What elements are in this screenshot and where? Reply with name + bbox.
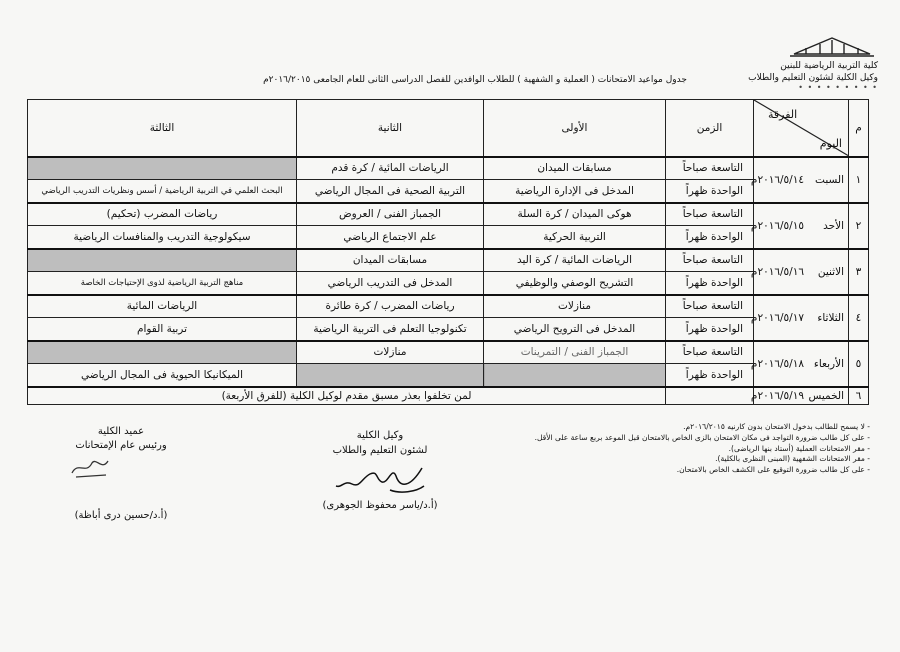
subject-first: التشريح الوصفي والوظيفي <box>484 272 666 295</box>
dean-subtitle: ورئيس عام الإمتحانات <box>75 440 167 451</box>
time-cell: التاسعة صباحاً <box>666 341 754 364</box>
subject-second: الرياضات المائية / كرة قدم <box>297 157 484 180</box>
day-number: ٢ <box>849 203 869 249</box>
subject-second: مسابقات الميدان <box>297 249 484 272</box>
subject-third <box>28 157 297 180</box>
header-first: الأولى <box>484 100 666 157</box>
subject-second <box>297 364 484 387</box>
subject-first: الجمباز الفنى / التمرينات <box>484 341 666 364</box>
time-cell: الواحدة ظهراً <box>666 226 754 249</box>
day-name: السبت <box>815 173 844 186</box>
day-cell <box>750 341 849 387</box>
day-date: ٢٠١٦/٥/١٦م <box>750 265 804 278</box>
day-number: ٥ <box>849 341 869 387</box>
time-cell: الواحدة ظهراً <box>666 364 754 387</box>
subject-second: رياضات المضرب / كرة طائرة <box>297 295 484 318</box>
table-body <box>28 157 869 405</box>
time-cell: الواحدة ظهراً <box>666 318 754 341</box>
day-number: ٤ <box>849 295 869 341</box>
time-cell: التاسعة صباحاً <box>666 203 754 226</box>
header-day: اليوم <box>819 136 842 150</box>
subject-second: الجمباز الفنى / العروض <box>297 203 484 226</box>
table-row <box>28 272 869 295</box>
subject-third: رياضات المضرب (تحكيم) <box>28 203 297 226</box>
subject-second: التربية الصحية فى المجال الرياضي <box>297 180 484 203</box>
note-item: - مقر الامتحانات الشفهية (المبنى النظرى بالكلية). <box>715 454 870 464</box>
subject-first <box>484 364 666 387</box>
time-cell: الواحدة ظهراً <box>666 180 754 203</box>
table-header-row <box>28 100 869 157</box>
note-item: - مقر الامتحانات العملية (أستاد بنها الرياضى). <box>728 443 870 453</box>
header-second: الثانية <box>297 100 484 157</box>
subject-third: سيكولوجية التدريب والمنافسات الرياضية <box>28 226 297 249</box>
header-time: الزمن <box>666 100 754 157</box>
header-num: م <box>849 100 869 157</box>
vice-dean-signature-block <box>300 428 460 513</box>
day-number: ١ <box>849 157 869 203</box>
day-date: ٢٠١٦/٥/١٤م <box>750 173 804 186</box>
day-cell <box>750 295 849 341</box>
day-name: الأربعاء <box>813 357 844 370</box>
time-cell: الواحدة ظهراً <box>666 272 754 295</box>
college-name: كلية التربية الرياضية للبنين <box>780 61 878 71</box>
subject-third: الرياضات المائية <box>28 295 297 318</box>
subject-first: التربية الحركية <box>484 226 666 249</box>
subject-first: الرياضات المائية / كرة اليد <box>484 249 666 272</box>
table-row <box>28 226 869 249</box>
vice-dean-subtitle: لشئون التعليم والطلاب <box>332 445 428 456</box>
header-dots: • • • • • • • • • <box>798 83 878 92</box>
makeup-note: لمن تخلفوا بعذر مسبق مقدم لوكيل الكلية (للفرق الأربعة) <box>28 387 666 405</box>
stamp-scribble-icon <box>68 453 112 481</box>
time-cell: التاسعة صباحاً <box>666 295 754 318</box>
subject-third: مناهج التربية الرياضية لذوى الإحتياجات الخاصة <box>28 272 297 295</box>
header-group-day <box>754 100 849 157</box>
header-group: الفرقة <box>768 108 798 121</box>
day-date: ٢٠١٦/٥/١٨م <box>750 357 804 370</box>
college-logo-icon <box>786 34 878 58</box>
dean-title: عميد الكلية <box>97 426 145 437</box>
subject-first: هوكى الميدان / كرة السلة <box>484 203 666 226</box>
subject-first: مسابقات الميدان <box>484 157 666 180</box>
subject-second: منازلات <box>297 341 484 364</box>
day-number: ٣ <box>849 249 869 295</box>
table-row <box>28 387 869 405</box>
day-number: ٦ <box>849 387 869 405</box>
day-name: الخميس <box>808 389 844 402</box>
subject-third <box>28 249 297 272</box>
table-row <box>28 341 869 364</box>
day-cell <box>750 157 849 203</box>
day-cell <box>750 387 849 405</box>
table-row <box>28 203 869 226</box>
vice-dean-title: وكيل الكلية <box>356 430 404 441</box>
table-row <box>28 180 869 203</box>
vice-dean-office: وكيل الكلية لشئون التعليم والطلاب <box>748 73 878 83</box>
notes-list <box>490 422 870 476</box>
subject-third <box>28 341 297 364</box>
subject-third: الميكانيكا الحيوية فى المجال الرياضي <box>28 364 297 387</box>
day-cell <box>750 249 849 295</box>
subject-third: تربية القوام <box>28 318 297 341</box>
subject-third: البحث العلمي في التربية الرياضية / أسس ونظريات التدريب الرياضي <box>28 180 297 203</box>
handwritten-signature-icon <box>330 458 430 498</box>
header-third: الثالثة <box>28 100 297 157</box>
subject-first: منازلات <box>484 295 666 318</box>
table-row <box>28 364 869 387</box>
day-cell <box>750 203 849 249</box>
time-cell <box>666 387 754 405</box>
subject-first: المدخل فى الترويح الرياضي <box>484 318 666 341</box>
time-cell: التاسعة صباحاً <box>666 249 754 272</box>
table-row <box>28 157 869 180</box>
vice-dean-name: (أ.د/ياسر محفوظ الجوهرى) <box>322 500 438 511</box>
note-item: - على كل طالب ضرورة التواجد فى مكان الامتحان بالزى الخاص بالامتحان قبل الموعد بربع ساعة على الأقل. <box>534 432 870 442</box>
document-title: جدول مواعيد الامتحانات ( العملية و الشفهية ) للطلاب الوافدين للفصل الدراسى الثانى للعام الجامعى ٢٠١٦/٢٠١٥م <box>263 75 687 85</box>
day-name: الاثنين <box>817 265 844 278</box>
table-row <box>28 295 869 318</box>
table-row <box>28 249 869 272</box>
subject-first: المدخل فى الإدارة الرياضية <box>484 180 666 203</box>
day-date: ٢٠١٦/٥/١٩م <box>750 389 804 402</box>
dean-name: (أ.د/حسين درى أباظة) <box>74 510 168 521</box>
table-row <box>28 318 869 341</box>
dean-signature-block <box>62 425 180 523</box>
day-date: ٢٠١٦/٥/١٧م <box>750 311 804 324</box>
time-cell: التاسعة صباحاً <box>666 157 754 180</box>
subject-second: المدخل فى التدريب الرياضي <box>297 272 484 295</box>
day-date: ٢٠١٦/٥/١٥م <box>750 219 804 232</box>
note-item: - على كل طالب ضرورة التوقيع على الكشف الخاص بالامتحان. <box>676 465 870 475</box>
subject-second: تكنولوجيا التعلم فى التربية الرياضية <box>297 318 484 341</box>
day-name: الثلاثاء <box>817 311 844 324</box>
note-item: - لا يسمح للطالب بدخول الامتحان بدون كارنيه ٢٠١٦/٢٠١٥م. <box>683 422 870 431</box>
day-name: الأحد <box>823 219 844 232</box>
header-block <box>718 34 878 92</box>
exam-schedule-table <box>27 99 869 405</box>
subject-second: علم الاجتماع الرياضي <box>297 226 484 249</box>
